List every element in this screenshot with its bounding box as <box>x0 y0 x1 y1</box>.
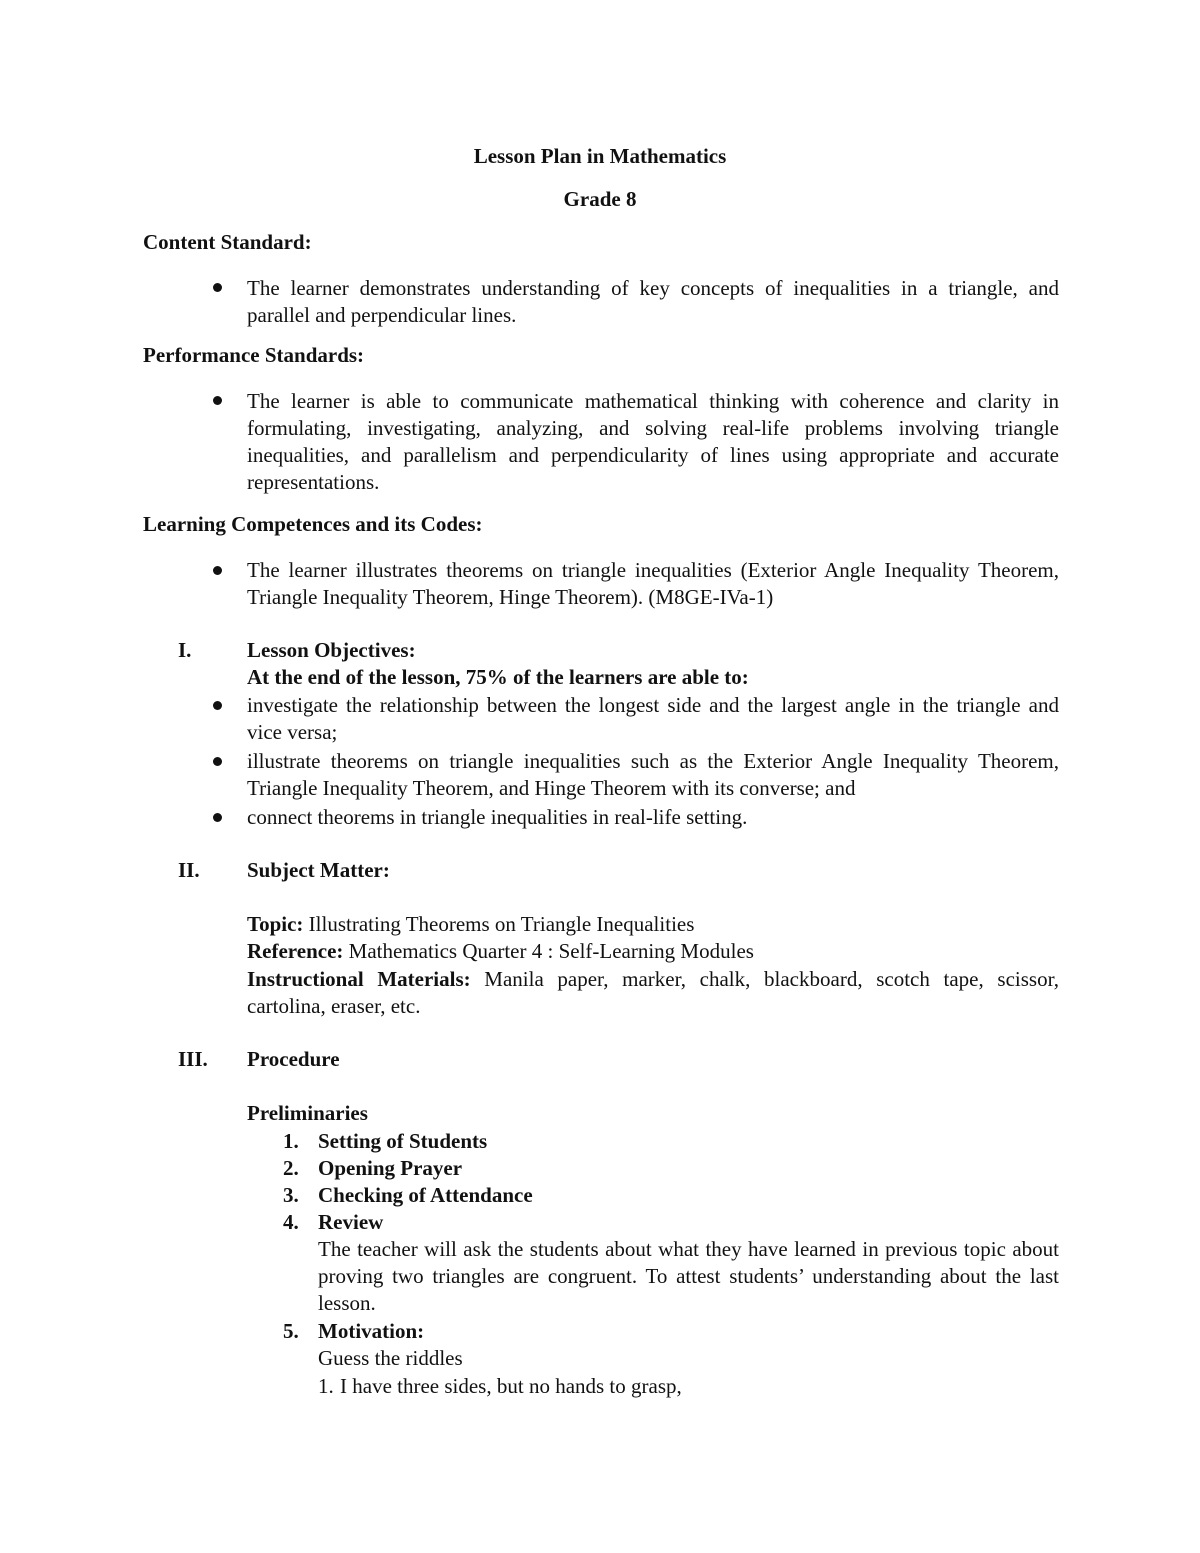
reference-value: Mathematics Quarter 4 : Self-Learning Modules <box>348 939 754 963</box>
bullet-icon <box>213 701 222 710</box>
section-numeral-subject: II. <box>178 858 200 882</box>
motivation-text: Guess the riddles <box>318 1346 463 1370</box>
step-number: 2. <box>283 1156 299 1180</box>
bullet-icon <box>213 813 222 822</box>
objectives-heading: Lesson Objectives: <box>247 638 416 662</box>
objective-item: investigate the relationship between the longest side and the largest angle in the triangle and vice versa; <box>247 693 1059 744</box>
step-number: 4. <box>283 1210 299 1234</box>
grade-label: Grade 8 <box>563 187 637 211</box>
riddle-text: I have three sides, but no hands to grasp, <box>340 1374 682 1398</box>
step-label: Review <box>318 1210 384 1234</box>
topic-value: Illustrating Theorems on Triangle Inequalities <box>308 912 695 936</box>
step-number: 1. <box>283 1129 299 1153</box>
step-number: 5. <box>283 1319 299 1343</box>
competences-heading: Learning Competences and its Codes: <box>143 512 483 536</box>
materials-value: Manila paper, marker, chalk, blackboard, scotch tape, scissor, cartolina, eraser, etc. <box>247 967 1059 1018</box>
bullet-icon <box>213 566 222 575</box>
step-label: Motivation: <box>318 1319 425 1343</box>
reference-label: Reference: <box>247 939 344 963</box>
document-title: Lesson Plan in Mathematics <box>473 144 727 168</box>
bullet-icon <box>213 396 222 405</box>
topic-label: Topic: <box>247 912 304 936</box>
objective-item: illustrate theorems on triangle inequalities such as the Exterior Angle Inequality Theorem, Triangle Inequality Theorem, and Hinge Theorem with its converse; and <box>247 749 1059 800</box>
materials-label: Instructional Materials: <box>247 967 471 991</box>
content-standard-heading: Content Standard: <box>143 230 312 254</box>
content-standard-text: The learner demonstrates understanding of key concepts of inequalities in a triangle, and parallel and perpendicular lines. <box>247 276 1059 327</box>
performance-standards-heading: Performance Standards: <box>143 343 365 367</box>
bullet-icon <box>213 283 222 292</box>
bullet-icon <box>213 757 222 766</box>
objective-item: connect theorems in triangle inequalities in real-life setting. <box>247 805 748 829</box>
riddle-number: 1. <box>318 1374 334 1398</box>
subject-matter-heading: Subject Matter: <box>247 858 390 882</box>
materials-line <box>247 966 1059 1020</box>
step-number: 3. <box>283 1183 299 1207</box>
objectives-intro: At the end of the lesson, 75% of the learners are able to: <box>247 665 749 689</box>
preliminaries-heading: Preliminaries <box>247 1101 368 1125</box>
performance-standards-text: The learner is able to communicate mathematical thinking with coherence and clarity in formulating, investigating, analyzing, and solving real-life problems involving triangle inequalities, and parallelism and perpendicularity of lines using appropriate and accurate representations. <box>247 389 1059 494</box>
section-numeral-procedure: III. <box>178 1047 208 1071</box>
step-label: Opening Prayer <box>318 1156 463 1180</box>
review-text: The teacher will ask the students about what they have learned in previous topic about proving two triangles are congruent. To attest students’ understanding about the last lesson. <box>318 1237 1059 1315</box>
procedure-heading: Procedure <box>247 1047 340 1071</box>
reference-line <box>247 938 1059 965</box>
competences-text: The learner illustrates theorems on triangle inequalities (Exterior Angle Inequality Theorem, Triangle Inequality Theorem, Hinge Theorem). (M8GE-IVa-1) <box>247 558 1059 609</box>
step-label: Checking of Attendance <box>318 1183 533 1207</box>
section-numeral-objectives: I. <box>178 638 192 662</box>
topic-line <box>247 911 1059 938</box>
step-label: Setting of Students <box>318 1129 488 1153</box>
